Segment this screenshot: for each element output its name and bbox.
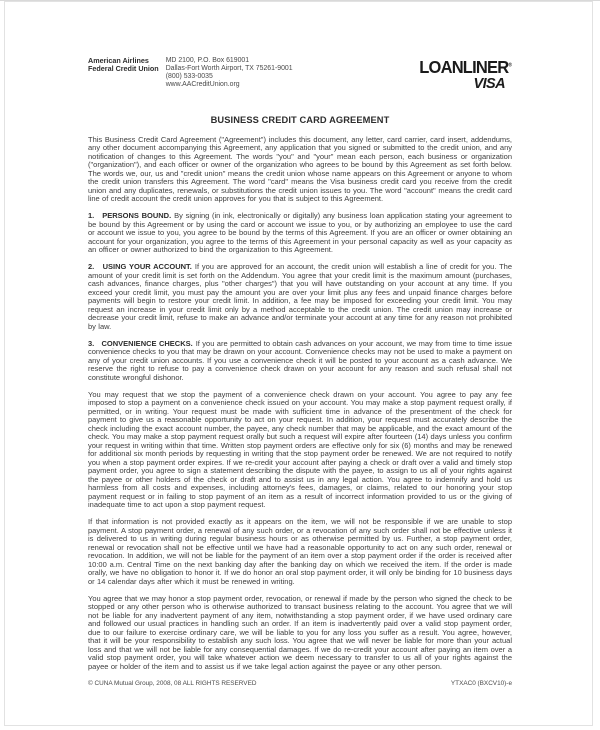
paragraph-stop-payment-liability bbox=[88, 595, 512, 672]
credit-union-name-line2: Federal Credit Union bbox=[88, 64, 159, 73]
paragraph-stop-payment-conditions-text: If that information is not provided exactly as it appears on the item, we will not be responsible if we are unable to stop payment. A stop payment order, a renewal of any such order, or a revocation of any such order shall not be effective unless it is delivered to us in writing during regular business hours or as otherwise permitted by us. Further, a stop payment order, renewal or revocation shall not be effective until we have had a reasonable opportunity to act on any such order, renewal or revocation. In addition, we will not be liable for the payment of an item over a stop payment order if the order is received after 10:00 a.m. Central Time on the next banking day after the banking day on which we received the item. If the order is made orally, we have no obligation to honor it. If we do honor an oral stop payment order, it will only be binding for 10 business days or 14 calendar days after which it must be renewed in writing. bbox=[88, 517, 512, 586]
credit-union-name-line1: American Airlines bbox=[88, 56, 149, 65]
address-line-4: www.AACreditUnion.org bbox=[165, 81, 240, 88]
page-top-edge bbox=[0, 0, 600, 1]
section-1-persons-bound bbox=[88, 212, 512, 255]
section-2-using-your-account bbox=[88, 263, 512, 331]
paragraph-stop-payment-request-text: You may request that we stop the payment of a convenience check drawn on your account. You agree to pay any fee imposed to stop a payment on a convenience check issued on your account. You may make a stop payment request orally, if permitted, or in writing. Your request must be made with sufficient time in advance of the presentment of the check for payment to give us a reasonable opportunity to act on your request. In addition, your request must accurately describe the check including the exact account number, the payee, any check number that may be applicable, and the exact amount of the check. You may make a stop payment request orally but such a request will expire after fourteen (14) days unless you confirm your request in writing within that time. Written stop payment orders are effective only for six (6) months and may be renewed for additional six month periods by requesting in writing that the stop payment order be renewed. We are not required to notify you when a stop payment order expires. If we re-credit your account after paying a check or draft over a valid and timely stop payment order, you agree to sign a statement describing the dispute with the payee, to assign to us all of your rights against the payee or other holders of the check or draft and to assist us in any legal action. You agree to indemnify and hold us harmless from all costs and expenses, including attorney's fees, damages, or claims, related to our honoring your stop payment request or in failing to stop payment of an item as a result of incorrect information provided to us or the giving of inadequate time to act upon a stop payment request. bbox=[88, 389, 512, 509]
section-1-heading: 1. PERSONS BOUND. bbox=[88, 211, 172, 220]
section-3-heading: 3. CONVENIENCE CHECKS. bbox=[88, 338, 193, 348]
copyright-text: © CUNA Mutual Group, 2008, 08 ALL RIGHTS RESERVED bbox=[88, 679, 257, 687]
credit-union-name bbox=[88, 57, 159, 91]
section-3-text: If you are permitted to obtain cash advances on your account, we may from time to time issue convenience checks to you that may be drawn on your account. Convenience checks may not be used to make a payment on any of your credit union accounts. If you use a convenience check it will be posted to your account as a cash advance. We reserve the right to refuse to pay a convenience check drawn on your account for any reason and such refusal shall not constitute wrongful dishonor. bbox=[88, 338, 512, 382]
paragraph-stop-payment-conditions bbox=[88, 518, 512, 586]
section-2-text: If you are approved for an account, the credit union will establish a line of credit for you. The amount of your credit limit is set forth on the Addendum. You agree that your credit limit is the maximum amount (purchases, cash advances, finance charges, plus "other charges") that you will have outstanding on your account at any time. If you exceed your credit limit, you must pay the amount you are over your limit plus any fees and unpaid finance charges before payments will begin to restore your credit limit. In addition, a fee may be imposed for exceeding your credit limit. You may request an increase in your credit limit only by a method acceptable to the credit union. The credit union may increase or decrease your credit limit, refuse to make an advance and/or terminate your account at any time for any reason not prohibited by law. bbox=[88, 262, 512, 331]
form-code-text: YTXAC0 (BXCV10)-e bbox=[450, 679, 512, 687]
visa-logo: VISA bbox=[473, 75, 505, 92]
section-1-text: By signing (in ink, electronically or digitally) any business loan application stating your agreement to be bound by this Agreement or by using the card or account we issue to you, or by authorizing an employee to use the card or account we issue to you, you agree to be bound by the terms of this Agreement. If you are an officer or owner obtaining an account for your organization, you agree to the terms of this Agreement in your personal capacity as well as your capacity as an officer or owner authorized to bind the organization to this Agreement. bbox=[88, 211, 512, 254]
address-line-3: (800) 533-0035 bbox=[165, 73, 213, 80]
credit-union-address bbox=[166, 57, 293, 91]
document-content bbox=[88, 57, 512, 687]
document-header bbox=[88, 57, 512, 91]
loanliner-logo-text: LOANLINER bbox=[419, 58, 509, 78]
address-line-1: MD 2100, P.O. Box 619001 bbox=[165, 57, 250, 64]
address-line-2: Dallas-Fort Worth Airport, TX 75261-9001 bbox=[165, 65, 293, 72]
document-title: BUSINESS CREDIT CARD AGREEMENT bbox=[210, 114, 390, 125]
document-footer bbox=[88, 680, 512, 687]
paragraph-stop-payment-liability-text: You agree that we may honor a stop payment order, revocation, or renewal if made by the person who signed the check to be stopped or any other person who is otherwise authorized to transact business relating to the account. You agree that we will not be liable for any inadvertent payment of any item, notwithstanding a stop payment order, if we have used ordinary care and followed our usual practices in handling such an order. If an item is inadvertently paid over a valid stop payment order, due to our failure to exercise ordinary care, we will be liable to you for any loss you suffer as a result. You agree, however, that it will be your responsibility to establish any such loss. You agree that we will never be liable for more than your actual loss and that we will not be liable for any consequential damages. If we do re-credit your account after paying an item over a valid stop payment order, you will take whatever action we deem necessary to transfer to us all of your rights against the payee or holder of the item and to assist us if we take legal action against the payee or any other person. bbox=[88, 593, 512, 671]
credit-union-block bbox=[88, 57, 293, 91]
paragraph-intro-text: This Business Credit Card Agreement ("Agreement") includes this document, any letter, card carrier, card insert, addendums, any other document accompanying this Agreement, any application that you signed or submitted to the credit union, and any notification of changes to this Agreement. The words "you" and "your" mean each person, each business or organization ("organization"), and each officer or owner of the organization who agrees to be bound by this Agreement as set forth below. The words we, our, us and "credit union" means the credit union whose name appears on this Agreement or anyone to whom the credit union transfers this Agreement. The word "card" means the Visa business credit card you receive from the credit union and any duplicates, renewals, or substitutions the credit union issues to you. The word "account" means the credit card line of credit account the credit union approves for you that is subject to this Agreement. bbox=[88, 134, 512, 203]
section-2-heading: 2. USING YOUR ACCOUNT. bbox=[88, 262, 192, 271]
section-3-convenience-checks bbox=[88, 340, 512, 383]
paragraph-intro bbox=[88, 136, 512, 204]
logo-block bbox=[419, 58, 512, 91]
loanliner-logo bbox=[419, 58, 512, 76]
paragraph-stop-payment-request bbox=[88, 391, 512, 510]
registered-mark-icon: ® bbox=[508, 62, 512, 69]
